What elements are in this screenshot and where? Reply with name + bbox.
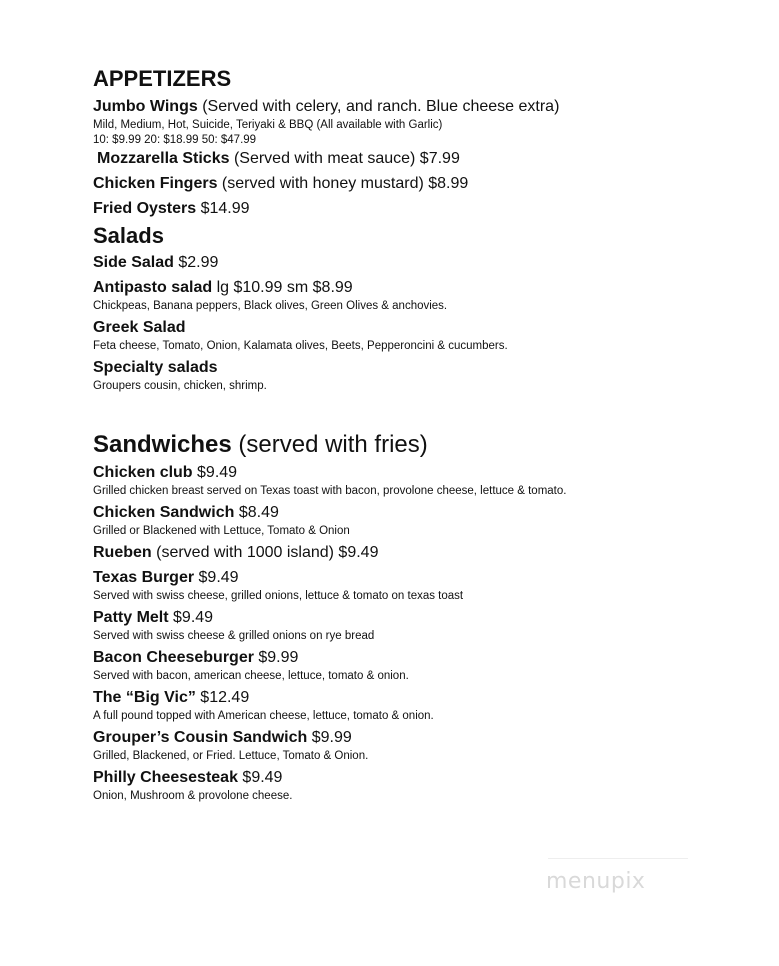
item-chicken-club: Chicken club $9.49 <box>93 464 238 481</box>
sandwiches-heading: Sandwiches (served with fries) <box>93 431 428 458</box>
item-fried-oysters: Fried Oysters $14.99 <box>93 200 250 217</box>
salads-heading: Salads <box>93 223 164 248</box>
greek-desc: Feta cheese, Tomato, Onion, Kalamata olives, Beets, Pepperoncini & cucumbers. <box>93 340 508 352</box>
item-jumbo-wings: Jumbo Wings (Served with celery, and ranch. Blue cheese extra) <box>93 98 560 115</box>
watermark-line <box>548 858 688 865</box>
item-antipasto-salad: Antipasto salad lg $10.99 sm $8.99 <box>93 279 353 296</box>
item-texas-burger: Texas Burger $9.49 <box>93 569 239 586</box>
bigvic-desc: A full pound topped with American cheese, lettuce, tomato & onion. <box>93 710 434 722</box>
item-greek-salad: Greek Salad <box>93 319 186 336</box>
menu-page <box>93 66 753 804</box>
antipasto-desc: Chickpeas, Banana peppers, Black olives, Green Olives & anchovies. <box>93 300 448 312</box>
club-desc: Grilled chicken breast served on Texas toast with bacon, provolone cheese, lettuce & tomato. <box>93 485 567 497</box>
item-big-vic: The “Big Vic” $12.49 <box>93 689 250 706</box>
item-rueben: Rueben (served with 1000 island) $9.49 <box>93 544 379 561</box>
wings-flavors: Mild, Medium, Hot, Suicide, Teriyaki & BBQ (All available with Garlic) <box>93 119 443 131</box>
appetizers-heading: APPETIZERS <box>93 66 232 91</box>
grouper-desc: Grilled, Blackened, or Fried. Lettuce, Tomato & Onion. <box>93 750 369 762</box>
texas-desc: Served with swiss cheese, grilled onions, lettuce & tomato on texas toast <box>93 590 464 602</box>
specialty-desc: Groupers cousin, chicken, shrimp. <box>93 380 267 392</box>
philly-desc: Onion, Mushroom & provolone cheese. <box>93 790 293 802</box>
chicken-sandwich-desc: Grilled or Blackened with Lettuce, Tomato & Onion <box>93 525 350 537</box>
item-groupers-cousin: Grouper’s Cousin Sandwich $9.99 <box>93 729 352 746</box>
menupix-watermark: menupix <box>546 869 646 894</box>
item-side-salad: Side Salad $2.99 <box>93 254 219 271</box>
patty-desc: Served with swiss cheese & grilled onions on rye bread <box>93 630 375 642</box>
item-bacon-cheeseburger: Bacon Cheeseburger $9.99 <box>93 649 299 666</box>
item-mozzarella-sticks: Mozzarella Sticks (Served with meat sauce) $7.99 <box>97 150 460 167</box>
item-chicken-sandwich: Chicken Sandwich $8.49 <box>93 504 279 521</box>
item-patty-melt: Patty Melt $9.49 <box>93 609 214 626</box>
item-chicken-fingers: Chicken Fingers (served with honey mustard) $8.99 <box>93 175 469 192</box>
bacon-desc: Served with bacon, american cheese, lettuce, tomato & onion. <box>93 670 409 682</box>
item-philly-cheesesteak: Philly Cheesesteak $9.49 <box>93 769 283 786</box>
item-specialty-salads: Specialty salads <box>93 359 218 376</box>
wings-prices: 10: $9.99 20: $18.99 50: $47.99 <box>93 134 257 146</box>
